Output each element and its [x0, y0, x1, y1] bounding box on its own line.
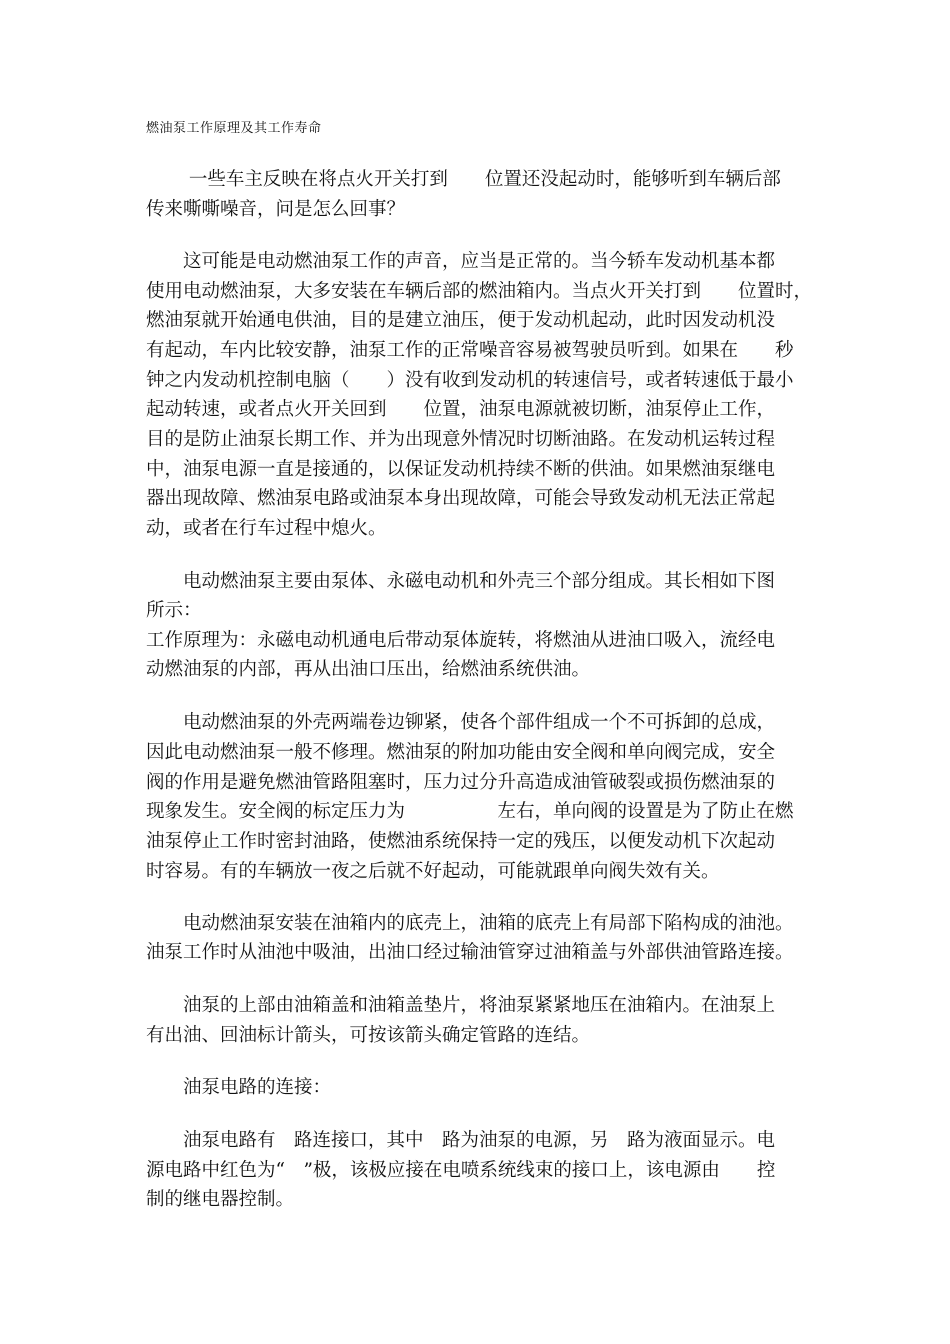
text-line: 油泵停止工作时密封油路，使燃油系统保持一定的残压，以便发动机下次起动 — [146, 831, 776, 852]
text-line: 器出现故障、燃油泵电路或油泵本身出现故障，可能会导致发动机无法正常起 — [146, 488, 776, 509]
text-line: 因此电动燃油泵一般不修理。燃油泵的附加功能由安全阀和单向阀完成，安全 — [146, 742, 776, 763]
text-line: 时容易。有的车辆放一夜之后就不好起动，可能就跟单向阀失效有关。 — [146, 861, 720, 882]
text-line: 电动燃油泵安装在油箱内的底壳上，油箱的底壳上有局部下陷构成的油池。 — [146, 913, 794, 934]
text-line: 工作原理为：永磁电动机通电后带动泵体旋转，将燃油从进油口吸入，流经电 — [146, 630, 776, 651]
text-line: 燃油泵就开始通电供油，目的是建立油压，便于发动机起动，此时因发动机没 — [146, 310, 776, 331]
text-line: 有起动，车内比较安静，油泵工作的正常噪音容易被驾驶员听到。如果在 秒 — [146, 340, 794, 361]
text-line: 油泵电路的连接： — [146, 1077, 332, 1098]
text-line: 钟之内发动机控制电脑（ ）没有收到发动机的转速信号，或者转速低于最小 — [146, 370, 794, 391]
text-line: 所示： — [146, 600, 202, 621]
text-line: 油泵工作时从油池中吸油，出油口经过输油管穿过油箱盖与外部供油管路连接。 — [146, 942, 794, 963]
text-line: 油泵电路有 路连接口，其中 路为油泵的电源，另 路为液面显示。电 — [146, 1130, 776, 1151]
text-line: 使用电动燃油泵，大多安装在车辆后部的燃油箱内。当点火开关打到 位置时， — [146, 281, 813, 302]
text-line: 传来嘶嘶噪音，问是怎么回事？ — [146, 199, 406, 220]
text-line: 制的继电器控制。 — [146, 1189, 295, 1210]
document-title: 燃油泵工作原理及其工作寿命 — [146, 121, 322, 136]
text-line: 起动转速，或者点火开关回到 位置，油泵电源就被切断，油泵停止工作， — [146, 399, 776, 420]
text-line: 目的是防止油泵长期工作、并为出现意外情况时切断油路。在发动机运转过程 — [146, 429, 776, 450]
text-line: 动，或者在行车过程中熄火。 — [146, 518, 387, 539]
text-line: 中，油泵电源一直是接通的，以保证发动机持续不断的供油。如果燃油泵继电 — [146, 459, 776, 480]
text-line: 现象发生。安全阀的标定压力为 左右，单向阀的设置是为了防止在燃 — [146, 801, 794, 822]
text-line: 电动燃油泵主要由泵体、永磁电动机和外壳三个部分组成。其长相如下图 — [146, 571, 776, 592]
text-line: 阀的作用是避免燃油管路阻塞时，压力过分升高造成油管破裂或损伤燃油泵的 — [146, 772, 776, 793]
text-line: 源电路中红色为“ ”极，该极应接在电喷系统线束的接口上，该电源由 控 — [146, 1160, 776, 1181]
text-line: 油泵的上部由油箱盖和油箱盖垫片，将油泵紧紧地压在油箱内。在油泵上 — [146, 995, 776, 1016]
text-line: 一些车主反映在将点火开关打到 位置还没起动时，能够听到车辆后部 — [146, 169, 781, 190]
text-line: 这可能是电动燃油泵工作的声音，应当是正常的。当今轿车发动机基本都 — [146, 251, 776, 272]
text-line: 电动燃油泵的外壳两端卷边铆紧，使各个部件组成一个不可拆卸的总成， — [146, 712, 776, 733]
text-line: 动燃油泵的内部，再从出油口压出，给燃油系统供油。 — [146, 659, 591, 680]
text-line: 有出油、回油标计箭头，可按该箭头确定管路的连结。 — [146, 1025, 591, 1046]
